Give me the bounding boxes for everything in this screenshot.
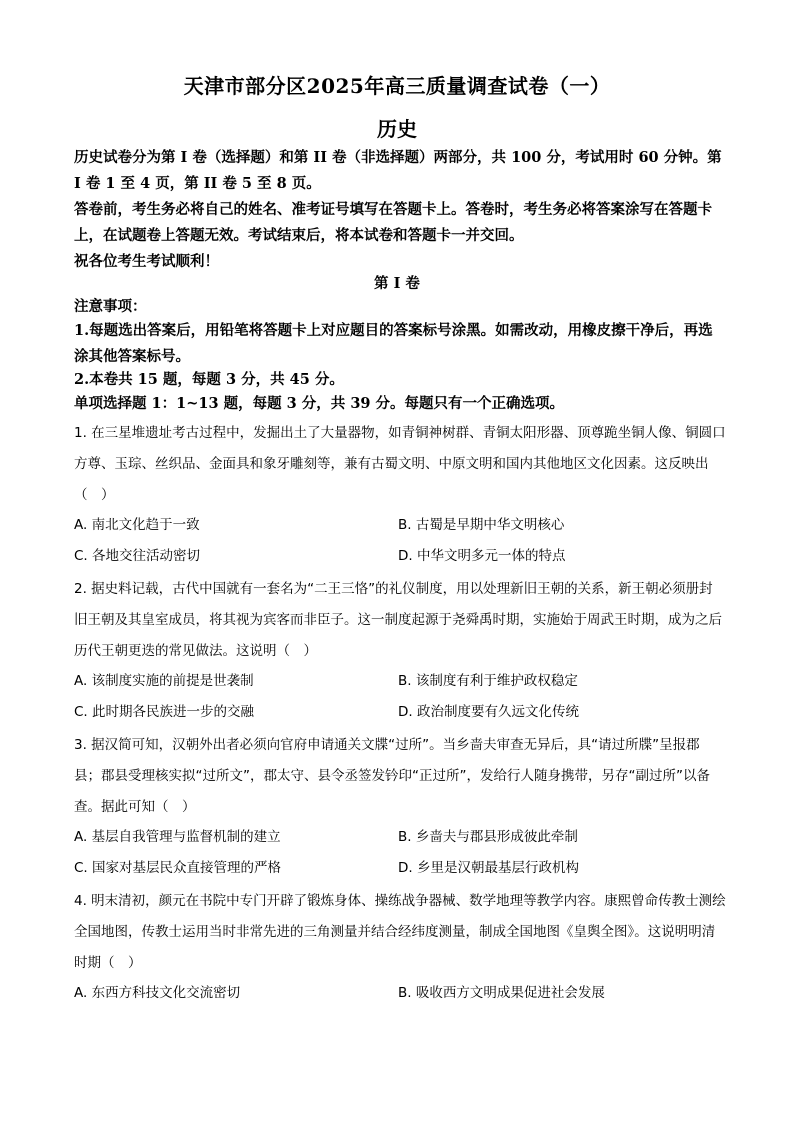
- question-2-option-a: A. 该制度实施的前提是世袭制: [74, 673, 254, 689]
- notice-heading: 注意事项：: [74, 298, 147, 315]
- notice-item-1: 1.每题选出答案后，用铅笔将答题卡上对应题目的答案标号涂黑。如需改动，用橡皮擦干净后，再选涂其他答案标号。: [74, 322, 713, 365]
- question-1-stem: 1. 在三星堆遗址考古过程中，发掘出土了大量器物，如青铜神树群、青铜太阳形器、顶尊跪坐铜人像、铜圆口方尊、玉琮、丝织品、金面具和象牙雕刻等，兼有古蜀文明、中原文明和国内其他地区文化因素。这反映出（ ）: [74, 425, 726, 503]
- instruction-paragraph-2: 答卷前，考生务必将自己的姓名、准考证号填写在答题卡上。答卷时，考生务必将答案涂写在答题卡上，在试题卷上答题无效。考试结束后，将本试卷和答题卡一并交回。: [74, 201, 712, 244]
- question-3-option-a: A. 基层自我管理与监督机制的建立: [74, 829, 281, 845]
- subject-title: 历史: [377, 117, 417, 141]
- question-2-option-b: B. 该制度有利于维护政权稳定: [398, 673, 578, 689]
- question-3-option-b: B. 乡啬夫与郡县形成彼此牵制: [398, 829, 578, 845]
- question-1-option-a: A. 南北文化趋于一致: [74, 517, 200, 533]
- question-3-stem: 3. 据汉简可知，汉朝外出者必须向官府申请通关文牒“过所”。当乡啬夫审查无异后，具“请过所牒”呈报郡县；郡县受理核实拟“过所文”，郡太守、县令丞签发钤印“正过所”，发给行人随身携带，另存“副过所”以备查。据此可知（ ）: [74, 737, 710, 815]
- exam-instructions: [74, 145, 726, 275]
- question-3-option-c: C. 国家对基层民众直接管理的严格: [74, 860, 282, 876]
- question-4-stem: 4. 明末清初，颜元在书院中专门开辟了锻炼身体、操练战争器械、数学地理等教学内容。康熙曾命传教士测绘全国地图，传教士运用当时非常先进的三角测量并结合经纬度测量，制成全国地图《皇舆全图》。这说明明清时期（ ）: [74, 893, 726, 971]
- instruction-paragraph-3: 祝各位考生考试顺利！: [74, 253, 219, 270]
- question-2-stem: 2. 据史料记载，古代中国就有一套名为“二王三恪”的礼仪制度，用以处理新旧王朝的关系，新王朝必须册封旧王朝及其皇室成员，将其视为宾客而非臣子。这一制度起源于尧舜禹时期，实施始于周武王时期，成为之后历代王朝更迭的常见做法。这说明（ ）: [74, 581, 722, 659]
- single-choice-heading: 单项选择题 1：1~13 题，每题 3 分，共 39 分。每题只有一个正确选项。: [74, 395, 565, 412]
- question-2-option-c: C. 此时期各民族进一步的交融: [74, 704, 255, 720]
- question-1-option-b: B. 古蜀是早期中华文明核心: [398, 517, 565, 533]
- question-3-option-d: D. 乡里是汉朝最基层行政机构: [398, 860, 579, 876]
- instruction-paragraph-1: 历史试卷分为第 I 卷（选择题）和第 II 卷（非选择题）两部分，共 100 分，考试用时 60 分钟。第 I 卷 1 至 4 页，第 II 卷 5 至 8 页。: [74, 149, 722, 192]
- question-2-option-d: D. 政治制度要有久远文化传统: [398, 704, 579, 720]
- notice-item-2: 2.本卷共 15 题，每题 3 分，共 45 分。: [74, 371, 344, 388]
- question-4-option-a: A. 东西方科技文化交流密切: [74, 985, 241, 1001]
- section-title: 第 I 卷: [374, 275, 420, 292]
- question-4-option-b: B. 吸收西方文明成果促进社会发展: [398, 985, 605, 1001]
- question-1-option-d: D. 中华文明多元一体的特点: [398, 548, 566, 564]
- exam-title: 天津市部分区2025年高三质量调查试卷（一）: [183, 74, 611, 98]
- question-1-option-c: C. 各地交往活动密切: [74, 548, 201, 564]
